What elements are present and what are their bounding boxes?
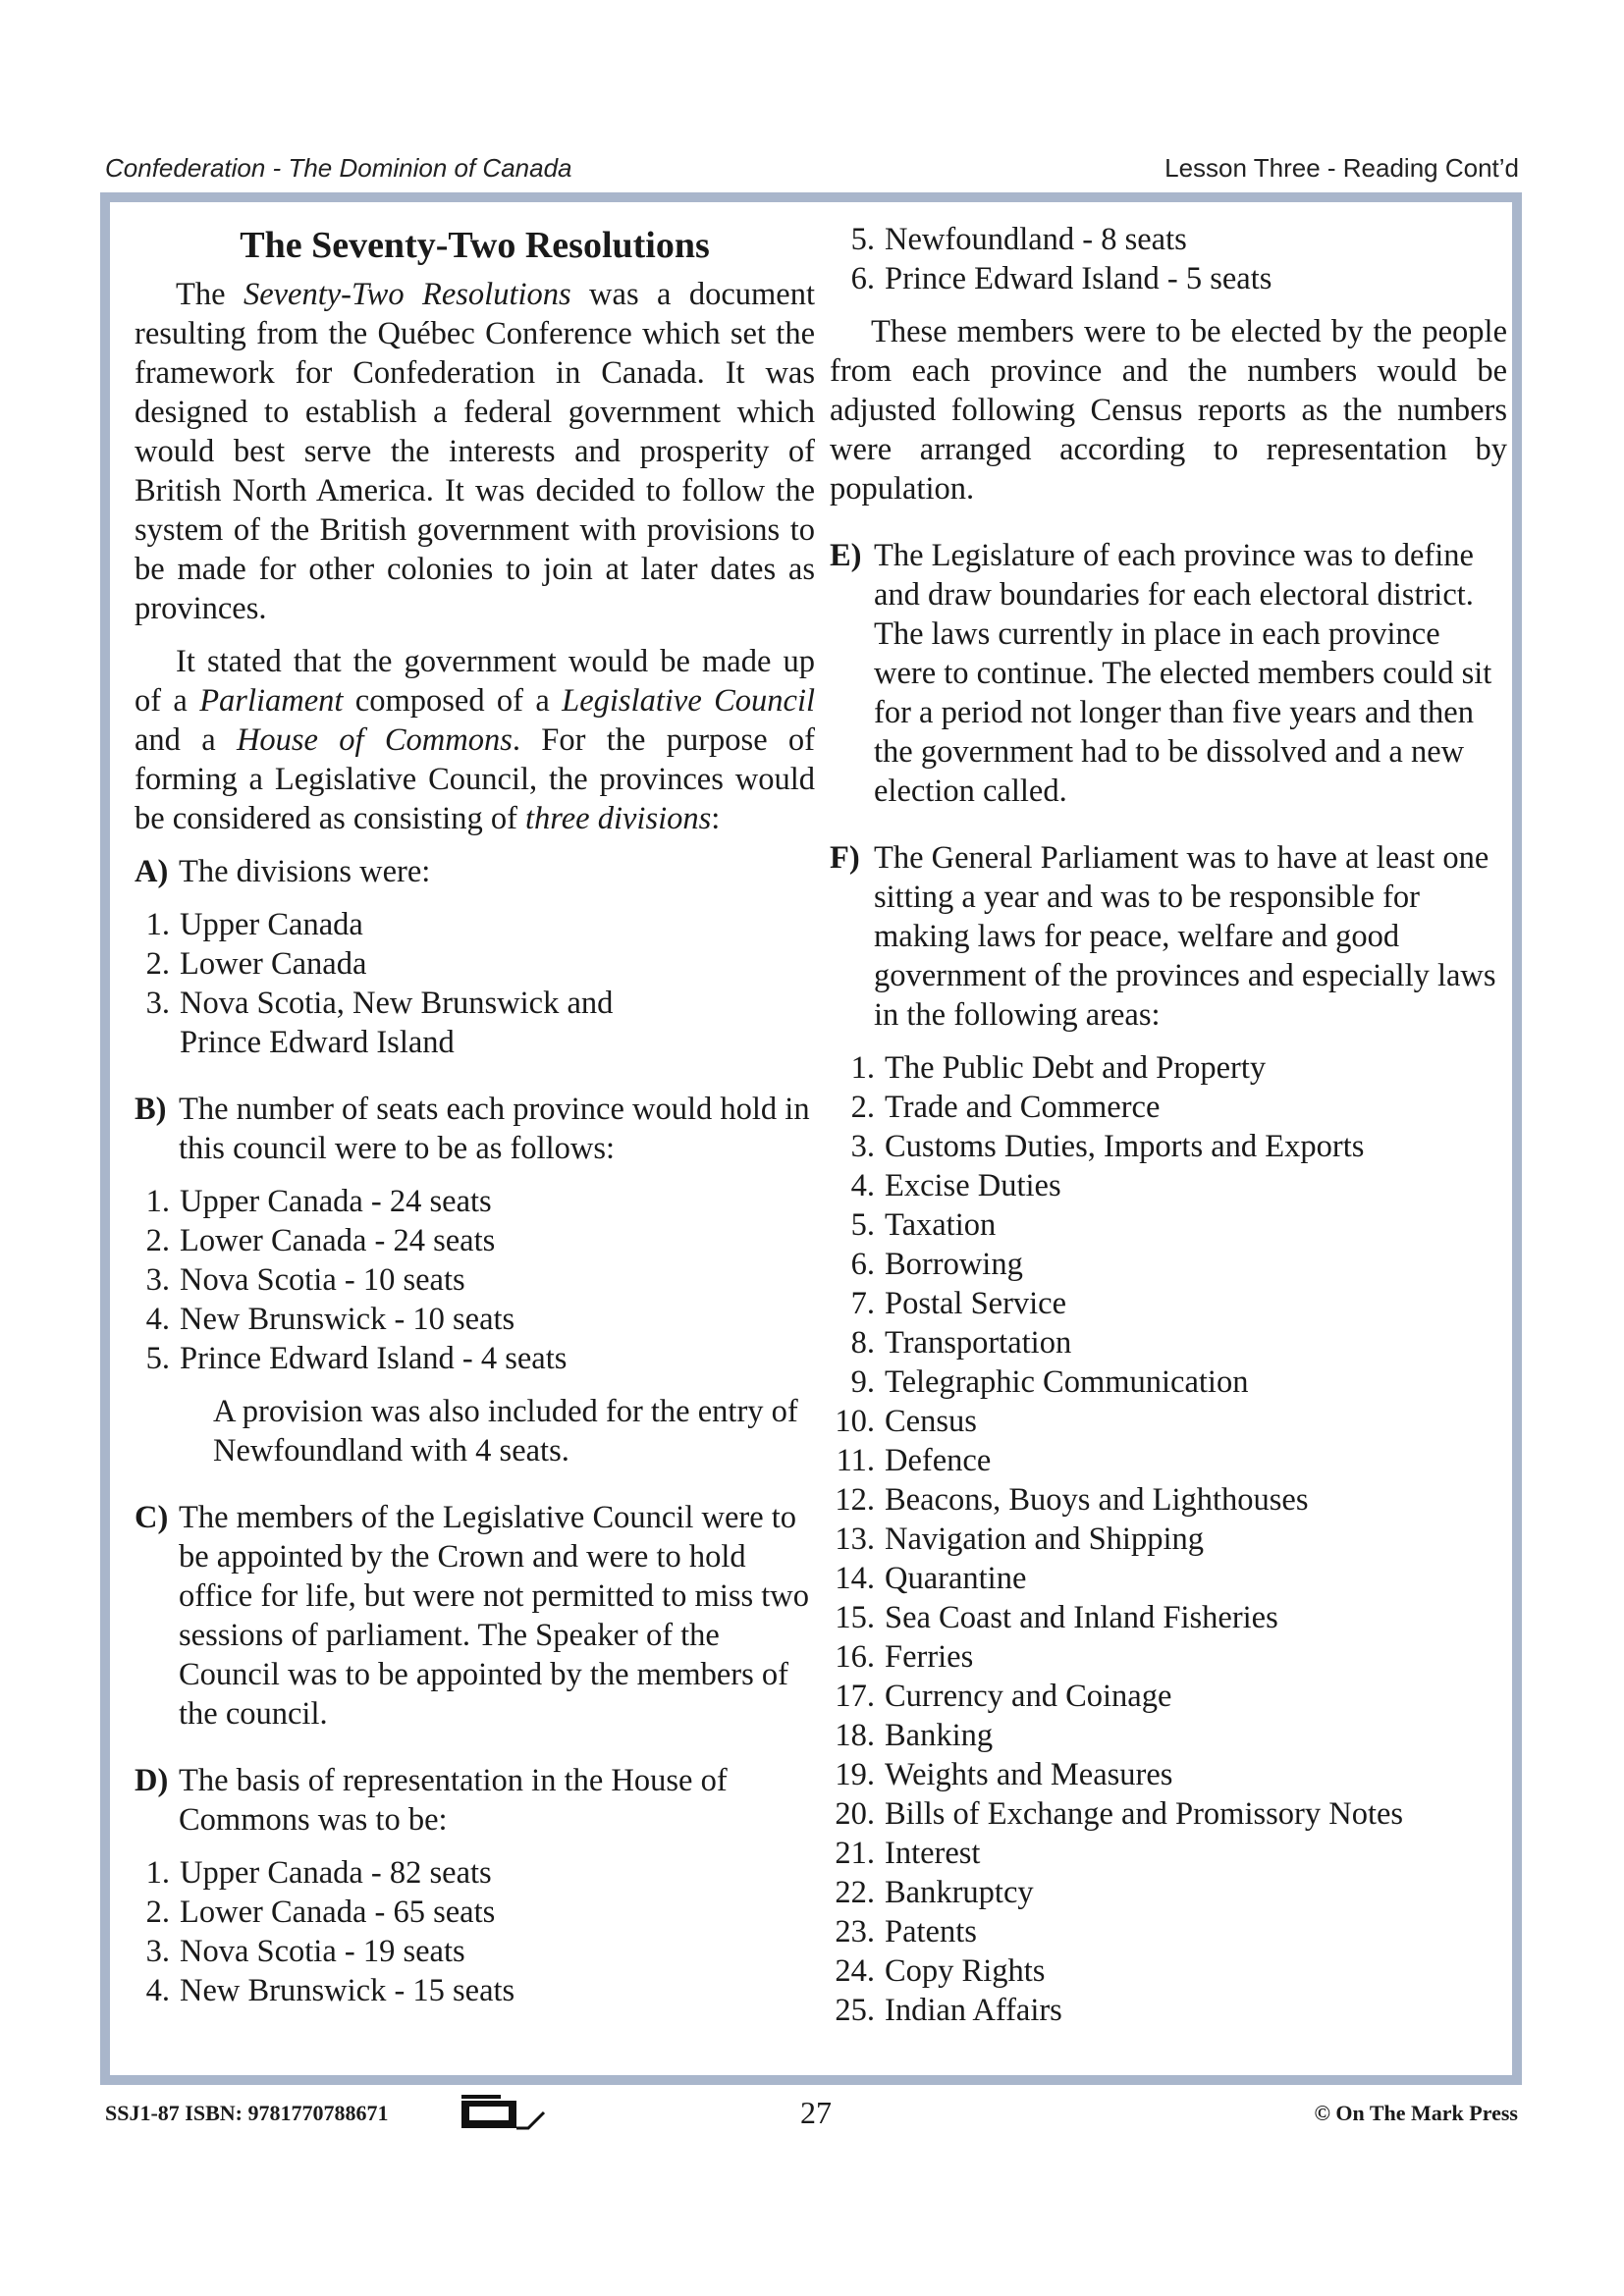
parliament-paragraph: [135, 642, 815, 838]
content-area: [110, 202, 1512, 2075]
list-item: 6. Prince Edward Island - 5 seats: [850, 261, 1272, 296]
header-right-title: Lesson Three - Reading Cont’d: [1164, 153, 1519, 183]
page-number: 27: [800, 2095, 832, 2130]
commons-seats-list-continued: [839, 220, 1507, 298]
list-item: 4. New Brunswick - 15 seats: [145, 1973, 515, 2008]
list-item: 3. Customs Duties, Imports and Exports: [850, 1129, 1365, 1164]
list-item: 2. Lower Canada - 24 seats: [145, 1223, 496, 1258]
list-item: 24. Copy Rights: [835, 1953, 1046, 1989]
intro-text-start: The: [176, 277, 244, 312]
section-a-letter: A): [135, 854, 169, 889]
list-item: 3. Nova Scotia - 10 seats: [145, 1262, 465, 1298]
list-item: 19. Weights and Measures: [835, 1757, 1173, 1792]
parliament-laws-list: [830, 1048, 1507, 2030]
section-f-letter: F): [830, 840, 860, 876]
intro-emphasis: Seventy-Two Resolutions: [243, 277, 571, 312]
page-title: The Seventy-Two Resolutions: [240, 225, 710, 266]
list-item: 9. Telegraphic Communication: [850, 1364, 1249, 1400]
section-e-text: The Legislature of each province was to define and draw boundaries for each electoral district. The laws currently in place in each province were to continue. The elected members could sit for a period not longer than five years and then the government had to be dissolved and a new election called.: [874, 538, 1492, 809]
section-c-letter: C): [135, 1500, 169, 1535]
list-item: 23. Patents: [835, 1914, 977, 1949]
para2-emphasis-commons: House of Commons: [236, 722, 513, 758]
list-item: 15. Sea Coast and Inland Fisheries: [835, 1600, 1278, 1635]
list-item: 18. Banking: [835, 1718, 994, 1753]
footer-isbn: SSJ1-87 ISBN: 9781770788671: [105, 2101, 389, 2125]
para2-text-2: composed of a: [343, 683, 563, 719]
intro-text-end: was a document resulting from the Québec Conference which set the framework for Confederation in Canada. It was designed to establish a federal government which would best serve the interests and prosperity of British North America. It was decided to follow the system of the British government with provisions to be made for other colonies to join at later dates as provinces.: [135, 277, 815, 626]
list-item: 13. Navigation and Shipping: [835, 1522, 1204, 1557]
list-item: 1. Upper Canada - 24 seats: [145, 1184, 492, 1219]
intro-paragraph: [135, 275, 815, 628]
section-a: [135, 852, 815, 891]
list-item: 10. Census: [835, 1404, 977, 1439]
content-frame: [100, 192, 1522, 2085]
list-item: 14. Quarantine: [835, 1561, 1027, 1596]
section-f: [830, 838, 1507, 1035]
section-d-text: The basis of representation in the House of Commons was to be:: [179, 1763, 728, 1838]
representation-paragraph: These members were to be elected by the people from each province and the numbers would be adjusted following Census reports as the numbers were arranged according to representation by population.: [830, 314, 1507, 507]
para2-emphasis-parliament: Parliament: [199, 683, 344, 719]
list-item: 21. Interest: [835, 1836, 981, 1871]
section-b: [135, 1090, 815, 1168]
list-item: 12. Beacons, Buoys and Lighthouses: [835, 1482, 1309, 1518]
list-item: 17. Currency and Coinage: [835, 1679, 1172, 1714]
list-item: 25. Indian Affairs: [835, 1993, 1062, 2028]
list-item: 3. Nova Scotia, New Brunswick and: [145, 986, 614, 1021]
para2-text-5: :: [711, 801, 721, 836]
divisions-list: [135, 905, 815, 1062]
section-e-letter: E): [830, 538, 862, 573]
para2-text-1: It stated that the government would be made up of a: [135, 644, 815, 719]
list-item: 1. Upper Canada: [145, 907, 363, 942]
list-item: 4. New Brunswick - 10 seats: [145, 1302, 515, 1337]
list-item: 20. Bills of Exchange and Promissory Notes: [835, 1796, 1404, 1832]
footer-publisher: © On The Mark Press: [1314, 2101, 1518, 2125]
list-item: 5. Prince Edward Island - 4 seats: [145, 1341, 568, 1376]
list-item: 11. Defence: [836, 1443, 992, 1478]
council-seats-list: [135, 1182, 815, 1378]
list-item: 3. Nova Scotia - 19 seats: [145, 1934, 465, 1969]
list-item: 2. Lower Canada: [145, 946, 367, 982]
section-d-letter: D): [135, 1763, 169, 1798]
list-item: 22. Bankruptcy: [835, 1875, 1034, 1910]
para2-emphasis-divisions: three divisions: [525, 801, 712, 836]
newfoundland-provision: A provision was also included for the entry of Newfoundland with 4 seats.: [213, 1394, 798, 1468]
para2-text-3: and a: [135, 722, 237, 758]
list-item: 2. Trade and Commerce: [850, 1090, 1161, 1125]
list-item: 16. Ferries: [835, 1639, 974, 1675]
section-c: [135, 1498, 815, 1734]
list-item: 5. Newfoundland - 8 seats: [850, 222, 1187, 257]
section-e: [830, 536, 1507, 811]
section-c-text: The members of the Legislative Council were to be appointed by the Crown and were to hold office for life, but were not permitted to miss two sessions of parliament. The Speaker of the Council was to be appointed by the members of the council.: [179, 1500, 810, 1732]
right-column: [830, 220, 1507, 2030]
list-item: 2. Lower Canada - 65 seats: [145, 1895, 496, 1930]
section-d: [135, 1761, 815, 1840]
left-column: [135, 220, 815, 2010]
para2-text-4: . For the purpose of forming a Legislative Council, the provinces would be considered as consisting of: [135, 722, 815, 836]
header-left-title: Confederation - The Dominion of Canada: [105, 153, 572, 183]
list-item: Prince Edward Island: [180, 1025, 455, 1060]
list-item: 1. The Public Debt and Property: [850, 1050, 1267, 1086]
section-a-text: The divisions were:: [179, 854, 431, 889]
section-f-text: The General Parliament was to have at least one sitting a year and was to be responsible for making laws for peace, welfare and good government of the provinces and especially laws in the following areas:: [874, 840, 1496, 1033]
list-item: 1. Upper Canada - 82 seats: [145, 1855, 492, 1891]
section-b-letter: B): [135, 1092, 167, 1127]
list-item: 6. Borrowing: [850, 1247, 1023, 1282]
section-b-text: The number of seats each province would hold in this council were to be as follows:: [179, 1092, 810, 1166]
para2-emphasis-council: Legislative Council: [562, 683, 816, 719]
commons-seats-list: [135, 1853, 815, 2010]
list-item: 7. Postal Service: [850, 1286, 1067, 1321]
list-item: 5. Taxation: [850, 1207, 997, 1243]
list-item: 4. Excise Duties: [850, 1168, 1061, 1203]
list-item: 8. Transportation: [850, 1325, 1072, 1361]
publisher-logo-icon: [460, 2091, 550, 2132]
